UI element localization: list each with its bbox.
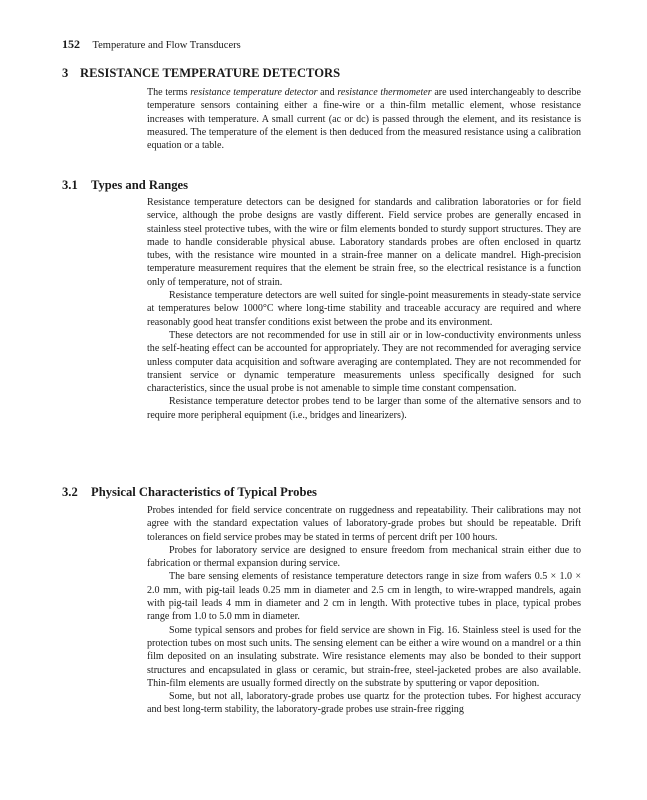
term-resistance-temperature-detector: resistance temperature detector: [190, 87, 318, 98]
text-run: are used interchangeably to describe temperature sensors containing either a fine-wire or a thin-film metallic element, whose resistance increases with temperature. A small current (ac or dc) is passed through the element, and its resistance is measured. The temperature of the element is then deduced from the measured resistance using a calibration equation or a table.: [147, 87, 581, 152]
running-title: Temperature and Flow Transducers: [92, 40, 241, 51]
text-run: and: [317, 87, 338, 98]
section-3-body: [147, 86, 581, 152]
section-3-2-number: 3.2: [62, 485, 78, 499]
section-3-number: 3: [62, 66, 69, 80]
section-3-1-body: [147, 196, 581, 422]
paragraph: Resistance temperature detectors are well suited for single-point measurements in steady-state service at temperatures below 1000°C where long-time stability and traceable accuracy are required and where reasonably good heat transfer conditions exist between the probe and its environment.: [147, 290, 581, 328]
section-3-1-heading: [62, 178, 188, 193]
running-head: [62, 37, 241, 52]
paragraph: These detectors are not recommended for use in still air or in low-conductivity environments unless the self-heating effect can be accounted for appropriately. They are not recommended for averaging service unless computer data acquisition and software averaging are contemplated. They are not recommended for transient service or dynamic temperature measurements unless specifically designed for such characteristics, since the usual probe is not amenable to simple time constant compensation.: [147, 329, 581, 395]
paragraph: Some, but not all, laboratory-grade probes use quartz for the protection tubes. For highest accuracy and best long-term stability, the laboratory-grade probes use strain-free rigging: [147, 691, 581, 716]
section-3-title: RESISTANCE TEMPERATURE DETECTORS: [80, 66, 341, 80]
section-3-2-heading: [62, 485, 317, 500]
section-3-paragraph: [147, 86, 581, 152]
section-3-2-body: [147, 504, 581, 717]
section-3-heading: [62, 66, 340, 81]
section-3-1-title: Types and Ranges: [91, 178, 189, 192]
paragraph: Some typical sensors and probes for field service are shown in Fig. 16. Stainless steel is used for the protection tubes on most such units. The sensing element can be either a wire wound on a mandrel or a thin film deposited on an insulating substrate. Wire resistance elements may also be bonded to their support structures and encapsulated in glass or ceramic, but strain-free, steel-jacketed probes are also available. Thin-film elements are usually formed directly on the substrate by sputtering or vapor deposition.: [147, 624, 581, 689]
paragraph: Resistance temperature detectors can be designed for standards and calibration laboratories or for field service, although the probe designs are vastly different. Field service probes are generally encased in stainless steel protective tubes, with the wire or film elements bonded to sturdy support structures. They are made to handle considerable physical abuse. Laboratory standards probes are often enclosed in quartz tubes, with the resistance wire mounted in a strain-free manner on a delicate mandrel. High-precision temperature measurement requires that the element be strain free, so the electrical resistance is a function only of temperature, not of strain.: [147, 197, 581, 288]
paragraph: Resistance temperature detector probes tend to be larger than some of the alternative sensors and to require more peripheral equipment (i.e., bridges and linearizers).: [147, 396, 581, 421]
section-3-1-number: 3.1: [62, 178, 78, 192]
term-resistance-thermometer: resistance thermometer: [337, 87, 432, 98]
text-run: The terms: [147, 87, 191, 98]
page-number: 152: [62, 37, 80, 51]
section-3-2-title: Physical Characteristics of Typical Probes: [91, 485, 317, 499]
paragraph: Probes for laboratory service are designed to ensure freedom from mechanical strain either due to fabrication or thermal expansion during service.: [147, 544, 581, 570]
paragraph: The bare sensing elements of resistance temperature detectors range in size from wafers 0.5 × 1.0 × 2.0 mm, with pig-tail leads 0.25 mm in diameter and 2.5 cm in length, to wire-wrapped mandrels, again with pig-tail leads 4 mm in diameter and 2 cm in length. With protective tubes in place, typical probes range from 1.0 to 5.0 mm in diameter.: [147, 571, 581, 623]
paragraph: Probes intended for field service concentrate on ruggedness and repeatability. Their calibrations may not agree with the standard expectation values of laboratory-grade probes but should be repeatable. Drift tolerances on field service probes may be stated in terms of percent drift per 100 hours.: [147, 505, 581, 543]
